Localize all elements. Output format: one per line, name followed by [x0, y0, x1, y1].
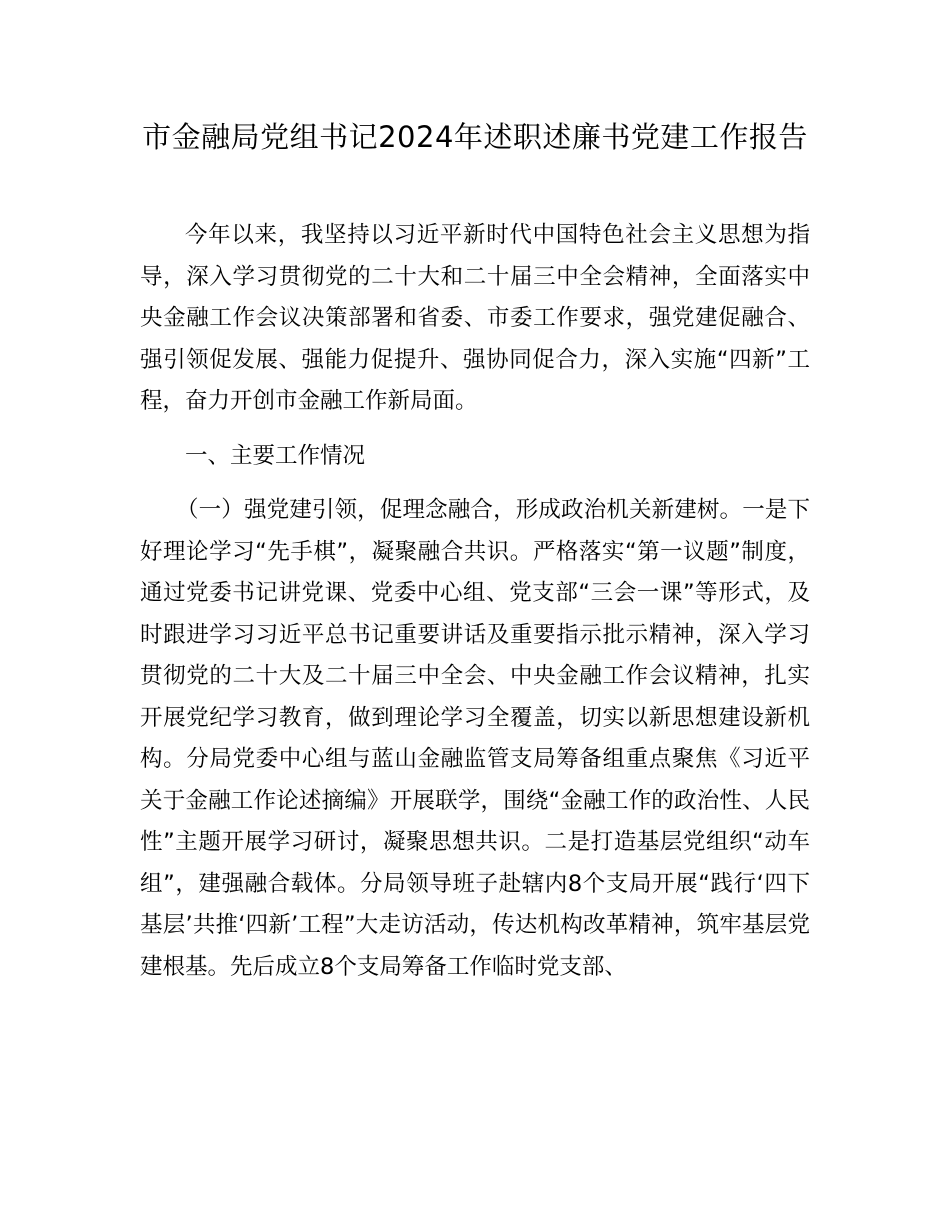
body-paragraph: （一）强党建引领，促理念融合，形成政治机关新建树。一是下好理论学习“先手棋”，凝聚融合共识。严格落实“第一议题”制度，通过党委书记讲党课、党委中心组、党支部“三会一课”等形式，及时跟进学习习近平总书记重要讲话及重要指示批示精神，深入学习贯彻党的二十大及二十届三中全会、中央金融工作会议精神，扎实开展党纪学习教育，做到理论学习全覆盖，切实以新思想建设新机构。分局党委中心组与蓝山金融监管支局筹备组重点聚焦《习近平关于金融工作论述摘编》开展联学，围绕“金融工作的政治性、人民性”主题开展学习研讨，凝聚思想共识。二是打造基层党组织“动车组”，建强融合载体。分局领导班子赴辖内8个支局开展“践行‘四下基层’共推‘四新’工程”大走访活动，传达机构改革精神，筑牢基层党建根基。先后成立8个支局筹备工作临时党支部、 — [140, 497, 810, 980]
intro-paragraph: 今年以来，我坚持以习近平新时代中国特色社会主义思想为指导，深入学习贯彻党的二十大和二十届三中全会精神，全面落实中央金融工作会议决策部署和省委、市委工作要求，强党建促融合、强引领促发展、强能力促提升、强协同促合力，深入实施“四新”工程，奋力开创市金融工作新局面。 — [140, 222, 810, 414]
section-heading: 一、主要工作情况 — [185, 442, 366, 469]
document-body — [140, 215, 810, 988]
document-title: 市金融局党组书记2024年述职述廉书党建工作报告 — [142, 120, 808, 154]
